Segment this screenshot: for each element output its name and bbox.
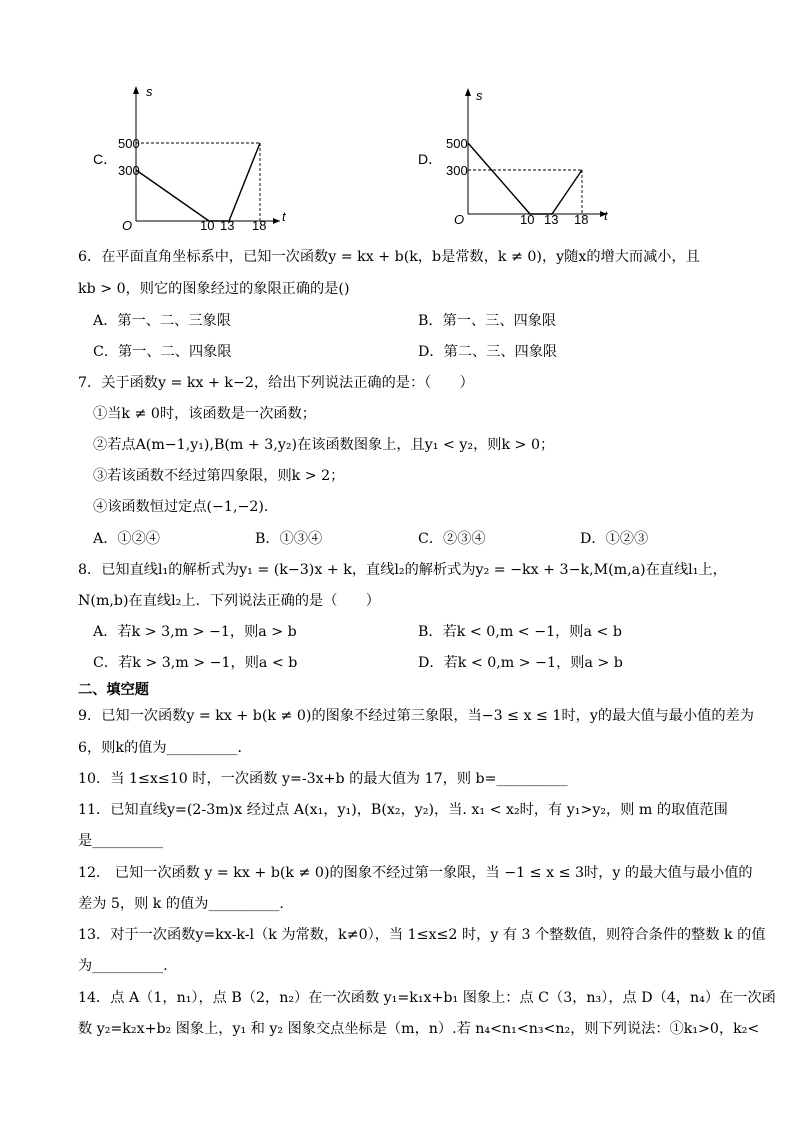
y-tick-500: 500 [118, 136, 140, 151]
graph-d [446, 84, 622, 234]
q8-option-d[interactable]: D．若k < 0,m > −1，则a > b [418, 655, 623, 671]
x-tick-18: 18 [252, 218, 267, 233]
q11-stem-line2: 是__________ [78, 833, 164, 849]
y-axis-arrow [465, 88, 471, 96]
distance-time-line [468, 143, 582, 214]
x-tick-13: 13 [544, 212, 559, 227]
q6-option-c[interactable]: C．第一、二、四象限 [93, 344, 232, 360]
q13-stem-line2: 为__________. [78, 958, 168, 974]
q14-stem-line1: 14．点 A（1，n₁），点 B（2，n₂）在一次函数 y₁=k₁x+b₁ 图象上：点 C（3，n₃），点 D（4，n₄）在一次函 [78, 990, 776, 1006]
q9-stem-line2: 6，则k的值为__________． [78, 740, 252, 756]
y-axis-label: s [476, 88, 483, 103]
q7-statement-2: ②若点A(m−1,y₁),B(m + 3,y₂)在该函数图象上，且y₁ < y₂，则k > 0； [93, 437, 555, 453]
q8-option-c[interactable]: C．若k > 3,m > −1，则a < b [93, 655, 298, 671]
origin-label: O [454, 212, 465, 227]
x-tick-10: 10 [200, 218, 215, 233]
q8-stem-line1: 8．已知直线l₁的解析式为y₁ = (k−3)x + k，直线l₂的解析式为y₂ = −kx + 3−k,M(m,a)在直线l₁上， [78, 562, 727, 578]
graph-c [120, 84, 290, 234]
x-axis-arrow [273, 218, 280, 224]
option-c-label: C． [93, 151, 118, 167]
x-tick-13: 13 [220, 218, 235, 233]
q11-stem-line1: 11．已知直线y=(2-3m)x 经过点 A(x₁，y₁)，B(x₂，y₂)，当. x₁ < x₂时，有 y₁>y₂，则 m 的取值范围 [78, 802, 728, 818]
y-tick-300: 300 [446, 163, 468, 178]
q8-stem-line2: N(m,b)在直线l₂上．下列说法正确的是（ ） [78, 593, 380, 609]
q7-option-d[interactable]: D．①②③ [580, 531, 649, 547]
option-d-label: D． [418, 151, 443, 167]
q6-option-a[interactable]: A．第一、二、三象限 [93, 313, 231, 329]
y-tick-300: 300 [118, 163, 140, 178]
q6-option-b[interactable]: B．第一、三、四象限 [418, 313, 557, 329]
section-heading: 二、填空题 [78, 682, 149, 698]
q8-option-b[interactable]: B．若k < 0,m < −1，则a < b [418, 624, 622, 640]
q7-option-b[interactable]: B．①③④ [255, 531, 323, 547]
q7-option-c[interactable]: C．②③④ [418, 531, 486, 547]
q13-stem-line1: 13．对于一次函数y=kx-k-l（k 为常数，k≠0），当 1≤x≤2 时，y 有 3 个整数值，则符合条件的整数 k 的值 [78, 927, 766, 943]
x-tick-10: 10 [520, 212, 535, 227]
q14-stem-line2: 数 y₂=k₂x+b₂ 图象上，y₁ 和 y₂ 图象交点坐标是（m，n）.若 n₄<n₁<n₃<n₂，则下列说法：①k₁>0，k₂< [78, 1021, 760, 1037]
x-axis-label: t [282, 209, 286, 224]
x-tick-18: 18 [574, 212, 589, 227]
y-tick-500: 500 [446, 136, 468, 151]
q7-statement-4: ④该函数恒过定点(−1,−2)． [93, 499, 279, 515]
q7-stem: 7．关于函数y = kx + k−2，给出下列说法正确的是：（ ） [78, 375, 474, 391]
q6-stem-line1: 6．在平面直角坐标系中，已知一次函数y = kx + b(k，b是常数，k ≠ 0)，y随x的增大而减小，且 [78, 249, 700, 265]
q7-option-a[interactable]: A．①②④ [93, 531, 160, 547]
q9-stem-line1: 9．已知一次函数y = kx + b(k ≠ 0)的图象不经过第三象限，当−3 ≤ x ≤ 1时，y的最大值与最小值的差为 [78, 708, 754, 724]
origin-label: O [122, 218, 133, 233]
q10-stem: 10．当 1≤x≤10 时，一次函数 y=-3x+b 的最大值为 17，则 b=__________ [78, 771, 568, 787]
q6-stem-line2: kb > 0，则它的图象经过的象限正确的是() [78, 281, 350, 297]
distance-time-line [136, 143, 260, 221]
q8-option-a[interactable]: A．若k > 3,m > −1，则a > b [93, 624, 297, 640]
q6-option-d[interactable]: D．第二、三、四象限 [418, 344, 558, 360]
y-axis-arrow [133, 86, 139, 94]
q12-stem-line1: 12． 已知一次函数 y = kx + b(k ≠ 0)的图象不经过第一象限，当 −1 ≤ x ≤ 3时，y 的最大值与最小值的 [78, 865, 753, 881]
x-axis-label: t [604, 208, 608, 223]
q7-statement-3: ③若该函数不经过第四象限，则k > 2； [93, 468, 345, 484]
q12-stem-line2: 差为 5，则 k 的值为__________. [78, 896, 284, 912]
q7-statement-1: ①当k ≠ 0时，该函数是一次函数； [93, 406, 316, 422]
y-axis-label: s [146, 84, 153, 99]
